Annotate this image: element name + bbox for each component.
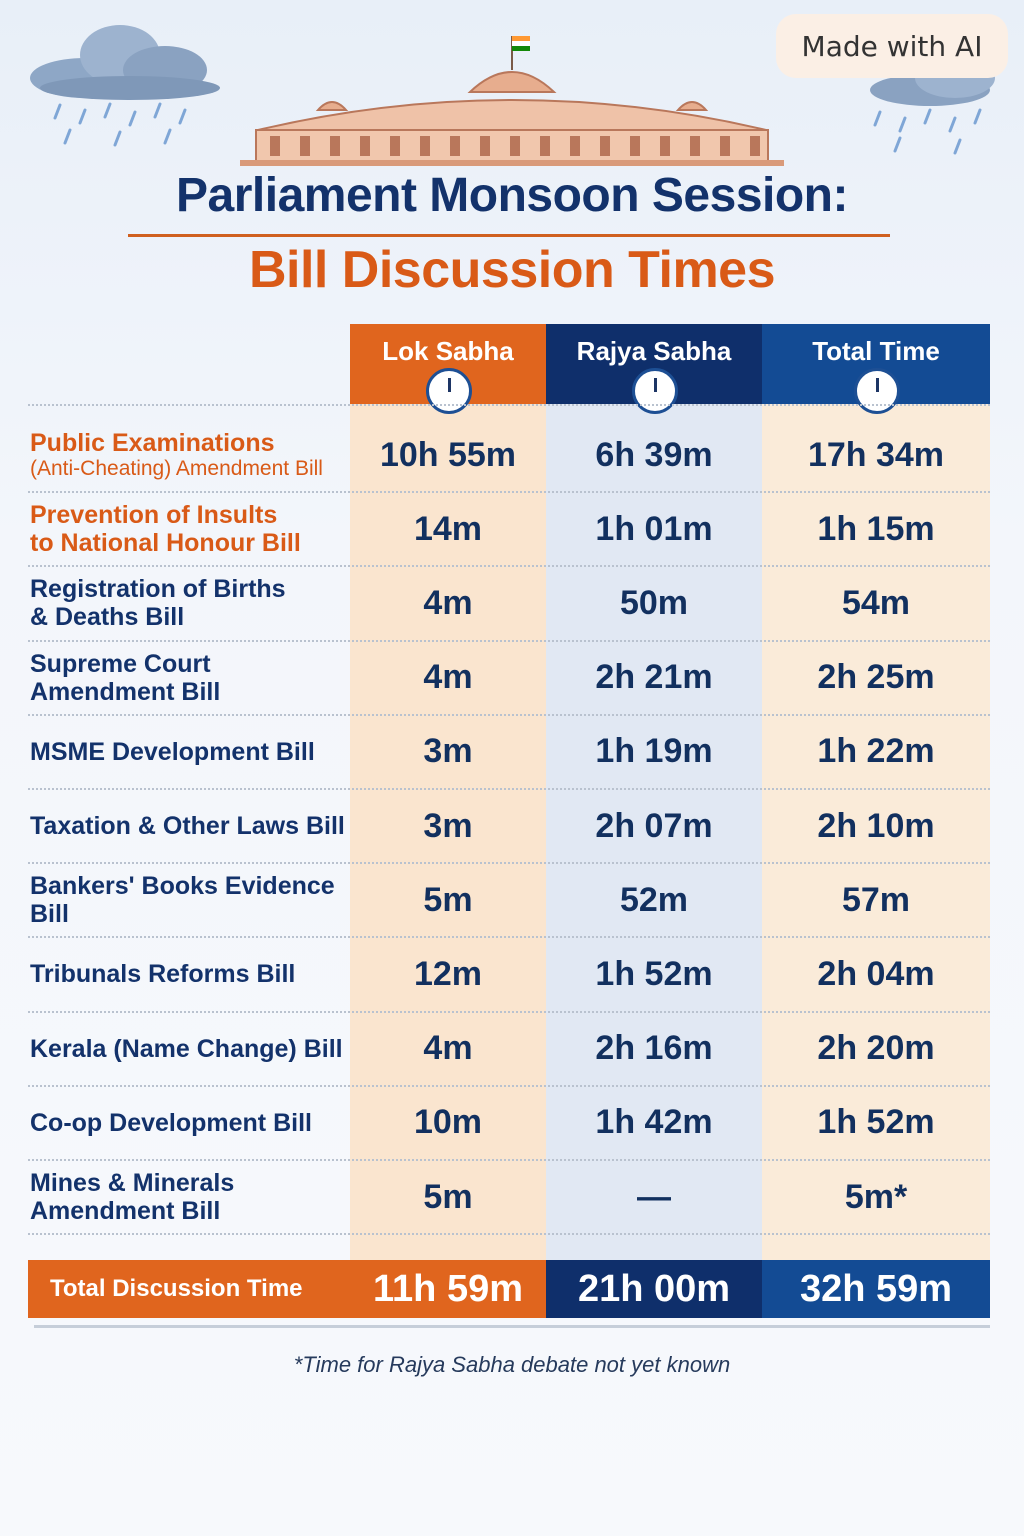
bill-name-line2: (Anti-Cheating) Amendment Bill [30,457,323,481]
cell-total-time: 54m [841,583,911,622]
rain-cloud-icon [30,25,220,145]
bill-name [30,789,352,863]
header-rajya-sabha-label: Rajya Sabha [576,336,732,366]
cell-lok-sabha: 4m [423,1029,473,1068]
bill-name-line2: Amendment Bill [30,1197,221,1226]
page-title: Parliament Monsoon Session: [176,169,848,222]
cell-lok-sabha: 4m [423,583,473,622]
cell-rajya-sabha: 2h 07m [595,806,713,845]
header-total-time-label: Total Time [812,336,940,366]
bill-name [30,1012,352,1086]
header-total-time [762,324,990,404]
row-divider [28,404,990,406]
cell-lok-sabha: 14m [413,509,483,548]
cell-total-time: 2h 20m [817,1029,935,1068]
cell-rajya-sabha: 50m [619,583,689,622]
row-divider [28,1233,990,1235]
bill-name [30,715,352,789]
cell-lok-sabha: 12m [413,954,483,993]
bill-name [30,641,352,715]
cell-rajya-sabha: 1h 42m [595,1103,713,1142]
bill-name [30,937,352,1011]
cell-lok-sabha: 10m [413,1103,483,1142]
bill-name [30,566,352,640]
cell-lok-sabha: 5m [423,880,473,919]
bill-name [30,1086,352,1160]
total-lok-sabha: 11h 59m [350,1260,546,1318]
cell-lok-sabha: 3m [423,732,473,771]
cell-rajya-sabha: 1h 52m [595,954,713,993]
cell-lok-sabha: 3m [423,806,473,845]
cell-rajya-sabha: 2h 16m [595,1029,713,1068]
cell-rajya-sabha: — [637,1177,671,1216]
header-rajya-sabha [546,324,762,404]
clock-icon [426,368,472,414]
bill-name-line1: Co-op Development Bill [30,1108,312,1137]
cell-total-time: 2h 04m [817,954,935,993]
total-rajya-sabha: 21h 00m [546,1260,762,1318]
cell-total-time: 57m [841,880,911,919]
bottom-divider [34,1325,990,1328]
clock-icon [632,368,678,414]
bill-name-line1: Supreme Court Amendment Bill [30,649,221,706]
bill-name [30,418,352,492]
bill-name-line1: Bankers' Books Evidence Bill [30,872,335,929]
bill-name [30,492,352,566]
footnote: *Time for Rajya Sabha debate not yet known [293,1352,731,1377]
bill-name-line1: Mines & Minerals [30,1169,235,1198]
cell-rajya-sabha: 2h 21m [595,658,713,697]
bill-name-line1: Kerala (Name Change) Bill [30,1034,343,1063]
bill-name-line1: Tribunals Reforms Bill [30,960,296,989]
cell-total-time: 1h 22m [817,732,935,771]
cell-lok-sabha: 4m [423,658,473,697]
made-with-ai-badge: Made with AI [776,14,1008,78]
cell-rajya-sabha: 6h 39m [595,435,713,474]
cell-total-time: 1h 15m [817,509,935,548]
page-subtitle: Bill Discussion Times [248,241,776,299]
bill-name-line1: Public Examinations [30,429,275,458]
cell-lok-sabha: 5m [423,1177,473,1216]
cell-total-time: 2h 10m [817,806,935,845]
bill-name-line1: Prevention of Insults [30,501,278,530]
parliament-building-icon [240,36,784,166]
cell-total-time: 2h 25m [817,658,935,697]
total-total-time: 32h 59m [762,1260,990,1318]
cell-rajya-sabha: 52m [619,880,689,919]
total-row-label: Total Discussion Time [28,1260,350,1318]
cell-rajya-sabha: 1h 19m [595,732,713,771]
bill-name [30,1160,352,1234]
clock-icon [854,368,900,414]
bill-name-line1: Registration of Births [30,575,286,604]
header-lok-sabha [350,324,546,404]
bill-name-line2: to National Honour Bill [30,529,301,558]
cell-lok-sabha: 10h 55m [379,435,517,474]
bill-name-line1: Taxation & Other Laws Bill [30,812,345,841]
bill-name-line2: & Deaths Bill [30,603,185,632]
cell-total-time: 1h 52m [817,1103,935,1142]
title-divider [128,234,890,237]
bill-name-line1: MSME Development Bill [30,737,315,766]
bill-name [30,863,352,937]
header-lok-sabha-label: Lok Sabha [382,336,514,366]
cell-total-time: 17h 34m [807,435,945,474]
cell-total-time: 5m* [844,1177,908,1216]
cell-rajya-sabha: 1h 01m [595,509,713,548]
